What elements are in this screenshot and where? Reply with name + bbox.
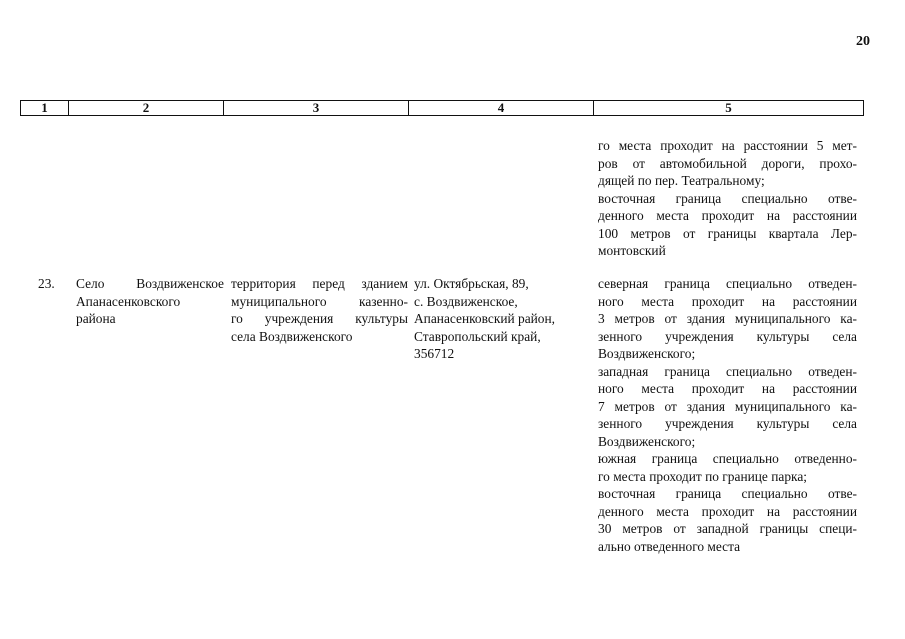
text-line: го учреждения культуры [231,311,408,326]
text-line: зенного учреждения культуры села [598,416,857,431]
place-description [231,275,408,345]
text-line: Ставропольский край, [414,328,541,344]
text-line: 3 метров от здания муниципального ка- [598,311,857,326]
text-line: ул. Октябрьская, 89, [414,276,529,291]
text-line: ров от автомобильной дороги, прохо- [598,155,857,171]
address [414,275,589,363]
text-line: муниципального казенно- [231,293,408,309]
text-line: 356712 [414,346,455,361]
text-line: зенного учреждения культуры села [598,328,857,344]
text-line: ного места проходит на расстоянии [598,293,857,309]
settlement-name [76,275,224,328]
row-number: 23. [38,276,55,291]
text-line: территория перед зданием [231,276,408,291]
table-column-header-row [20,100,864,116]
text-line: денного места проходит на расстоянии [598,503,857,519]
text-line: Село Воздвиженское [76,276,224,291]
page-number: 20 [856,34,870,49]
text-line: Апанасенковского [76,293,181,309]
column-header-3: 3 [224,101,409,115]
text-line: северная граница специально отведен- [598,276,857,291]
column-header-1: 1 [21,101,69,115]
text-line: 30 метров от западной границы специ- [598,521,857,536]
column-header-4: 4 [409,101,594,115]
continued-boundary-description [598,137,857,260]
text-line: с. Воздвиженское, [414,293,518,309]
text-line: села Воздвиженского [231,328,353,344]
text-line: Воздвиженского; [598,433,696,449]
text-line: Апанасенковский район, [414,311,556,326]
column-header-5: 5 [725,100,732,115]
text-line: ально отведенного места [598,538,741,554]
text-line: Воздвиженского; [598,346,696,361]
text-line: го места проходит по границе парка; [598,468,807,484]
text-line: южная граница специально отведенно- [598,451,857,466]
text-line: 7 метров от здания муниципального ка- [598,398,857,414]
boundary-description [598,275,857,555]
text-line: восточная граница специально отве- [598,486,857,501]
text-line: ного места проходит на расстоянии [598,381,857,396]
text-line: района [76,311,116,326]
text-line: денного места проходит на расстоянии [598,208,857,223]
text-line: западная граница специально отведен- [598,363,857,379]
text-line: 100 метров от границы квартала Лер- [598,225,857,241]
text-line: восточная граница специально отве- [598,190,857,206]
text-line: дящей по пер. Театральному; [598,173,765,188]
text-line: го места проходит на расстоянии 5 мет- [598,138,857,153]
text-line: монтовский [598,243,666,258]
column-header-2: 2 [69,101,224,115]
